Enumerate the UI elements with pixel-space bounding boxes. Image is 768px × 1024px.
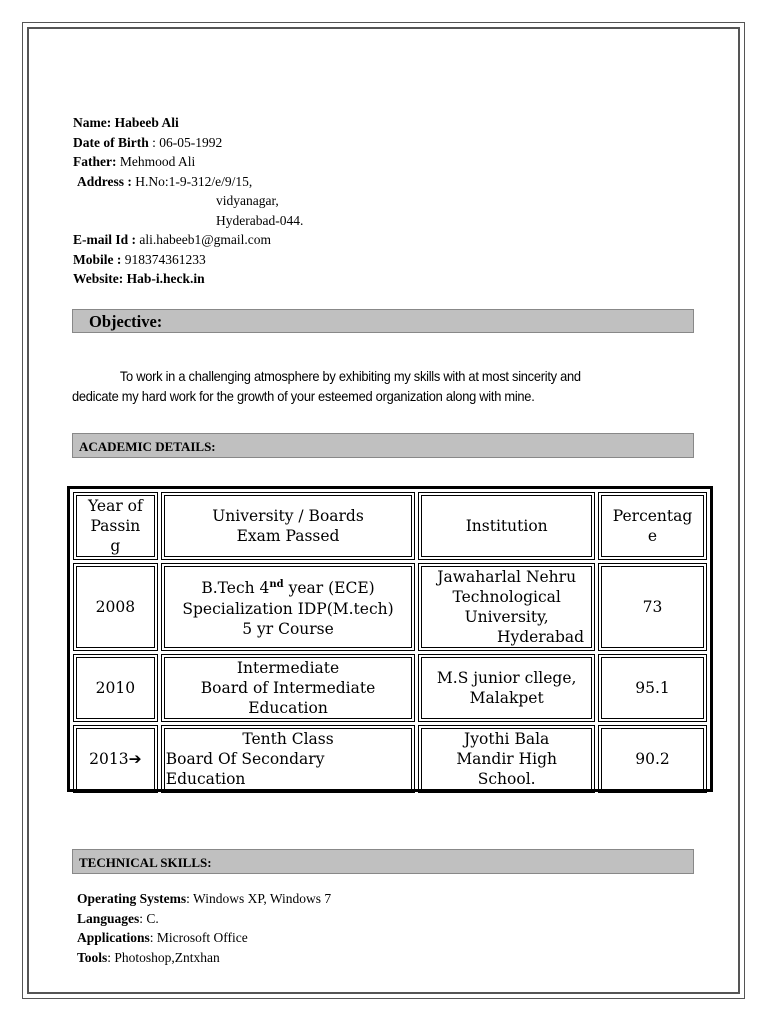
cell-percentage: 90.2 [598, 725, 707, 793]
academic-heading: ACADEMIC DETAILS: [72, 433, 694, 458]
email-label: E-mail Id : [73, 232, 137, 247]
name-value: Habeeb Ali [114, 115, 179, 130]
table-header-row [73, 492, 707, 560]
header-institution: Institution [418, 492, 595, 560]
objective-text [72, 366, 647, 406]
technical-heading: TECHNICAL SKILLS: [72, 849, 694, 874]
technical-skills-list [77, 889, 331, 967]
website-value: Hab-i.heck.in [126, 271, 205, 286]
cell-percentage: 73 [598, 563, 707, 651]
mobile-label: Mobile : [73, 251, 122, 267]
cell-year: 2013➔ [73, 725, 158, 793]
table-row [73, 654, 707, 722]
cell-institution: Jawaharlal Nehru Technological University, Hyderabad [418, 563, 595, 651]
skill-item-tools: Tools: Photoshop,Zntxhan [77, 949, 220, 965]
father-row [73, 152, 303, 172]
skill-item-os: Operating Systems: Windows XP, Windows 7 [77, 891, 332, 906]
address-line-3: Hyderabad-044. [216, 212, 304, 228]
skill-item-languages: Languages: C. [77, 910, 159, 926]
skill-item-applications: Applications: Microsoft Office [77, 930, 248, 945]
dob-value: : 06-05-1992 [152, 134, 223, 150]
address-line-1: H.No:1-9-312/e/9/15, [135, 173, 253, 189]
table-row [73, 725, 707, 793]
name-row [73, 113, 303, 133]
mobile-value: 918374361233 [124, 251, 206, 267]
address-label: Address : [77, 173, 132, 189]
father-label: Father: [73, 154, 117, 169]
address-line-2: vidyanagar, [216, 193, 279, 208]
cell-exam: Tenth Class Board Of Secondary Education [161, 725, 416, 793]
father-value: Mehmood Ali [119, 154, 196, 169]
website-label: Website: [73, 271, 124, 286]
mobile-row [73, 250, 303, 270]
dob-row [73, 133, 303, 153]
dob-label: Date of Birth [73, 134, 149, 150]
cell-exam: Intermediate Board of Intermediate Education [161, 654, 416, 722]
cell-year: 2008 [73, 563, 158, 651]
header-percentage: Percentag e [598, 492, 707, 560]
objective-line-1: To work in a challenging atmosphere by exhibiting my skills with at most sincerity and [119, 368, 581, 384]
email-row [73, 230, 303, 250]
objective-line-2: dedicate my hard work for the growth of your esteemed organization along with mine. [72, 388, 535, 404]
cell-percentage: 95.1 [598, 654, 707, 722]
cell-year: 2010 [73, 654, 158, 722]
name-label: Name: [73, 115, 112, 130]
website-row [73, 269, 303, 289]
objective-heading: Objective: [72, 309, 694, 333]
cell-exam: B.Tech 4nd year (ECE) Specialization IDP(M.tech) 5 yr Course [161, 563, 416, 651]
personal-info [73, 113, 303, 289]
address-row [73, 172, 303, 192]
email-value: ali.habeeb1@gmail.com [139, 232, 272, 247]
cell-institution: Jyothi Bala Mandir High School. [418, 725, 595, 793]
header-university: University / Boards Exam Passed [161, 492, 416, 560]
header-year: Year of Passin g [73, 492, 158, 560]
academic-table [67, 486, 713, 792]
cell-institution: M.S junior cllege, Malakpet [418, 654, 595, 722]
table-row [73, 563, 707, 651]
